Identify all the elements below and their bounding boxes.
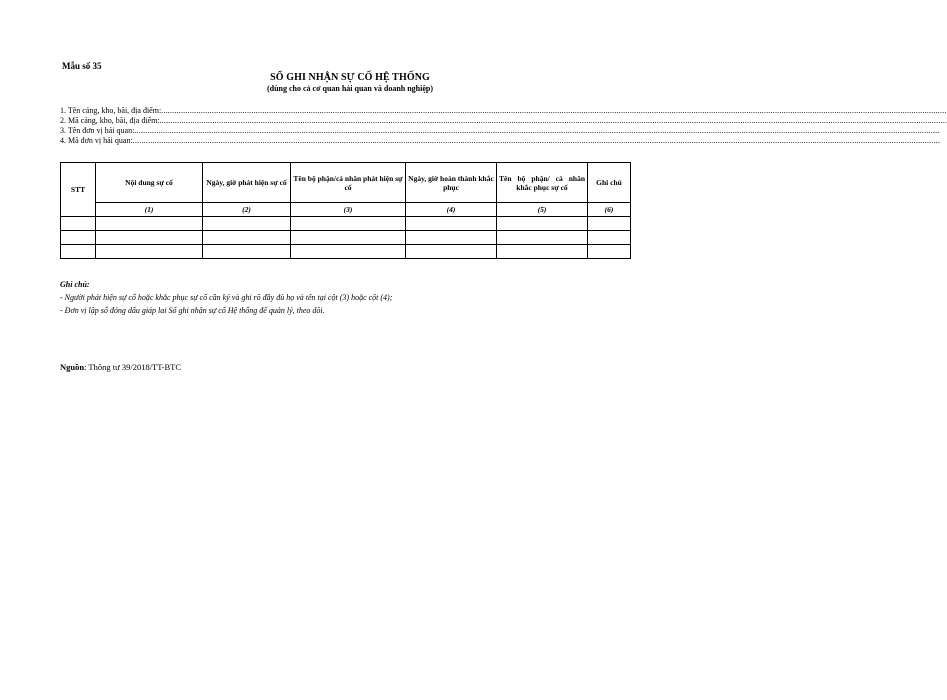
document-title: SỔ GHI NHẬN SỰ CỐ HỆ THỐNG xyxy=(270,72,430,83)
table-cell xyxy=(203,245,291,259)
col-header-notes: Ghi chú xyxy=(588,163,631,203)
col-header-fixer: Tên bộ phận/ cá nhân khắc phục sự cố xyxy=(497,163,588,203)
table-cell xyxy=(497,245,588,259)
fill-in-line: ..................................................................................................................................................................................................................................................................................................................................................................... xyxy=(161,106,947,115)
column-number-row xyxy=(61,203,631,217)
source-text: : Thông tư 39/2018/TT-BTC xyxy=(84,362,182,372)
field-label: 1. Tên cảng, kho, bãi, địa điểm: xyxy=(60,106,162,115)
source-line xyxy=(60,362,181,372)
note-item: - Người phát hiện sự cố hoặc khắc phục sự cố cần ký và ghi rõ đầy đủ họ và tên tại cột (3) hoặc cột (4); xyxy=(60,293,393,302)
table-cell xyxy=(203,217,291,231)
fill-in-line: .............................................................................................................................................................................................................................................................................................................................................................................. xyxy=(134,126,940,135)
table-cell xyxy=(291,245,406,259)
table-cell xyxy=(406,245,497,259)
column-number: (1) xyxy=(96,203,203,217)
table-cell xyxy=(588,245,631,259)
col-header-stt: STT xyxy=(61,163,96,217)
table-cell xyxy=(96,245,203,259)
table-cell xyxy=(96,217,203,231)
table-row xyxy=(61,245,631,259)
form-code: Mẫu số 35 xyxy=(62,61,102,71)
column-number: (6) xyxy=(588,203,631,217)
table-cell xyxy=(61,217,96,231)
fill-in-line: ...................................................................................................................................................................................................................................................................................................................................................................... xyxy=(159,116,947,125)
notes-section xyxy=(60,278,660,317)
document-subtitle: (dùng cho cả cơ quan hải quan và doanh nghiệp) xyxy=(266,84,434,93)
table-cell xyxy=(588,217,631,231)
table-cell xyxy=(96,231,203,245)
field-port-code xyxy=(60,116,947,126)
field-customs-unit-name xyxy=(60,126,940,136)
table-cell xyxy=(291,217,406,231)
table-cell xyxy=(406,231,497,245)
col-header-incident-content: Nội dung sự cố xyxy=(96,163,203,203)
col-header-fix-time: Ngày, giờ hoàn thành khắc phục xyxy=(406,163,497,203)
table-row xyxy=(61,217,631,231)
table-cell xyxy=(291,231,406,245)
field-label: 3. Tên đơn vị hải quan: xyxy=(60,126,135,135)
column-number: (4) xyxy=(406,203,497,217)
table-cell xyxy=(406,217,497,231)
note-item: - Đơn vị lập sổ đóng dấu giáp lai Sổ ghi nhận sự cố Hệ thống để quản lý, theo dõi. xyxy=(60,306,325,315)
field-label: 4. Mã đơn vị hải quan: xyxy=(60,136,133,145)
field-label: 2. Mã cảng, kho, bãi, địa điểm: xyxy=(60,116,160,125)
incident-log-table xyxy=(60,162,631,259)
table-cell xyxy=(588,231,631,245)
table-cell xyxy=(497,231,588,245)
column-number: (3) xyxy=(291,203,406,217)
col-header-detector: Tên bộ phận/cá nhân phát hiện sự cố xyxy=(291,163,406,203)
table-cell xyxy=(61,231,96,245)
fill-in-line: ............................................................................................................................................................................................................................................................................................................................................................................... xyxy=(132,136,941,145)
table-cell xyxy=(497,217,588,231)
table-row xyxy=(61,231,631,245)
field-customs-unit-code xyxy=(60,136,941,146)
notes-heading: Ghi chú: xyxy=(60,280,90,289)
source-label: Nguồn xyxy=(60,362,85,372)
info-fields xyxy=(60,106,947,146)
table-header-row xyxy=(61,163,631,203)
table-cell xyxy=(203,231,291,245)
table-cell xyxy=(61,245,96,259)
field-port-name xyxy=(60,106,947,116)
column-number: (2) xyxy=(203,203,291,217)
column-number: (5) xyxy=(497,203,588,217)
col-header-detection-time: Ngày, giờ phát hiện sự cố xyxy=(203,163,291,203)
